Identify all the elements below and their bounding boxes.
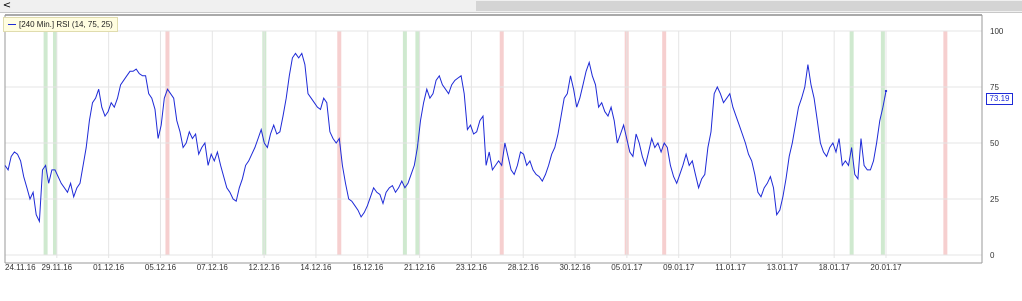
x-tick-label: 28.12.16 — [507, 263, 539, 272]
chart-gridlines — [5, 15, 982, 263]
x-tick-label: 20.01.17 — [870, 263, 902, 272]
x-tick-label: 01.12.16 — [93, 263, 125, 272]
y-tick-label: 25 — [990, 195, 999, 204]
rsi-series — [5, 53, 887, 221]
legend-label: [240 Min.] RSI (14, 75, 25) — [19, 20, 113, 29]
last-point-marker — [885, 90, 887, 92]
x-axis — [5, 263, 902, 272]
y-tick-label: 0 — [990, 251, 995, 260]
x-tick-label: 23.12.16 — [455, 263, 487, 272]
x-tick-label: 21.12.16 — [404, 263, 436, 272]
x-tick-label: 29.11.16 — [41, 263, 73, 272]
x-tick-label: 05.01.17 — [611, 263, 643, 272]
last-value-badge: 73.19 — [986, 93, 1013, 105]
x-tick-label: 14.12.16 — [300, 263, 332, 272]
x-tick-label: 13.01.17 — [766, 263, 798, 272]
rsi-line — [5, 53, 886, 221]
x-tick-label: 30.12.16 — [559, 263, 591, 272]
chart-legend — [3, 17, 118, 32]
x-tick-label: 12.12.16 — [248, 263, 280, 272]
y-tick-label: 75 — [990, 83, 999, 92]
x-tick-label: 24.11.16 — [5, 263, 36, 272]
y-tick-label: 100 — [990, 27, 1004, 36]
x-tick-label: 07.12.16 — [196, 263, 228, 272]
x-tick-label: 18.01.17 — [818, 263, 850, 272]
x-tick-label: 11.01.17 — [715, 263, 746, 272]
y-tick-label: 50 — [990, 139, 999, 148]
y-axis — [990, 27, 1004, 260]
legend-line-swatch — [8, 24, 16, 25]
x-tick-label: 16.12.16 — [352, 263, 384, 272]
x-tick-label: 09.01.17 — [663, 263, 695, 272]
scroll-left-button[interactable]: < — [2, 0, 12, 11]
x-tick-label: 05.12.16 — [144, 263, 177, 272]
